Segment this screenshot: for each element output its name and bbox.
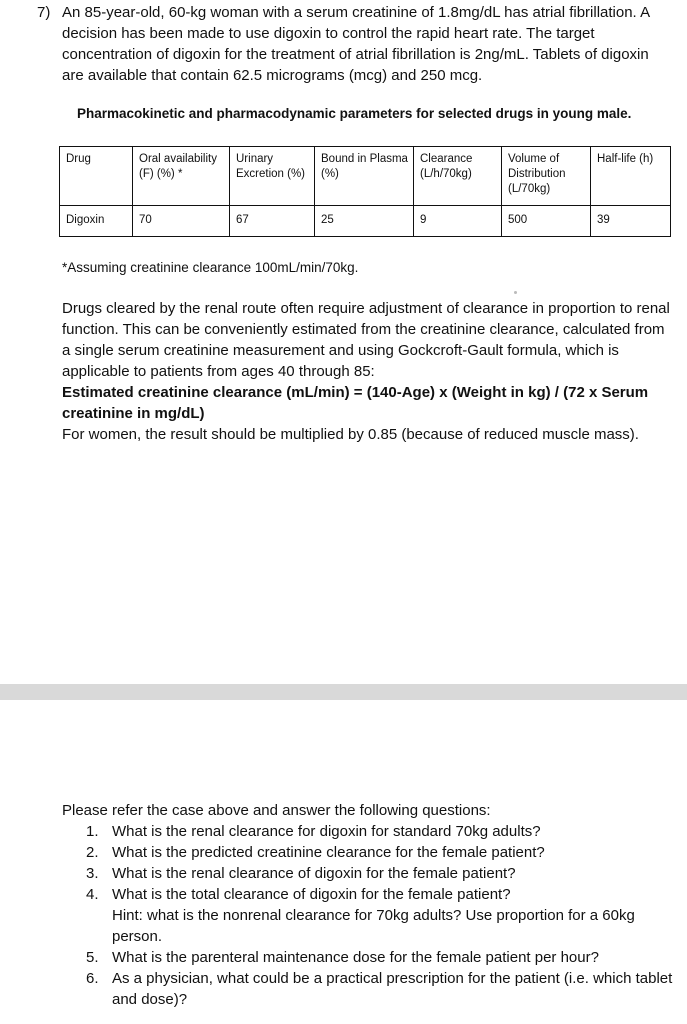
list-item bbox=[62, 947, 674, 968]
table-footnote: *Assuming creatinine clearance 100mL/min/70kg. bbox=[62, 260, 359, 275]
women-adjustment-note: For women, the result should be multiplied by 0.85 (because of reduced muscle mass). bbox=[62, 426, 639, 443]
question-number: 6. bbox=[86, 970, 99, 987]
questions-list bbox=[62, 821, 674, 1010]
questions-instructions: Please refer the case above and answer the following questions: bbox=[62, 802, 491, 819]
case-description: An 85-year-old, 60-kg woman with a serum creatinine of 1.8mg/dL has atrial fibrillation. A decision has been made to use digoxin to control the rapid heart rate. The target concentration of digoxin for the treatment of atrial fibrillation is 2ng/mL. Tablets of digoxin are available that contain 62.5 micrograms (mcg) and 250 mcg. bbox=[62, 4, 650, 84]
question-text: What is the parenteral maintenance dose for the female patient per hour? bbox=[112, 949, 599, 966]
cell-volume-of-distribution: 500 bbox=[502, 206, 591, 237]
list-item bbox=[62, 968, 674, 1010]
header-clearance: Clearance (L/h/70kg) bbox=[414, 147, 502, 206]
cell-urinary-excretion: 67 bbox=[230, 206, 315, 237]
header-drug: Drug bbox=[60, 147, 133, 206]
paragraph-intro: Drugs cleared by the renal route often require adjustment of clearance in proportion to renal function. This can be conveniently estimated from the creatinine clearance, calculated from a single serum creatinine measurement and using Gockcroft-Gault formula, which is applicable to patients from ages 40 through 85: bbox=[62, 300, 670, 380]
question-number: 7) bbox=[37, 4, 51, 21]
question-number: 4. bbox=[86, 886, 99, 903]
table-header-row bbox=[60, 147, 671, 206]
list-item bbox=[62, 863, 674, 884]
table-row bbox=[60, 206, 671, 237]
question-text: What is the total clearance of digoxin for the female patient? bbox=[112, 886, 511, 903]
header-volume-of-distribution: Volume of Distribution (L/70kg) bbox=[502, 147, 591, 206]
question-text: What is the renal clearance of digoxin for the female patient? bbox=[112, 865, 516, 882]
cell-oral-availability: 70 bbox=[133, 206, 230, 237]
cell-bound-in-plasma: 25 bbox=[315, 206, 414, 237]
header-bound-in-plasma: Bound in Plasma (%) bbox=[315, 147, 414, 206]
question-text: As a physician, what could be a practical prescription for the patient (i.e. which tablet and dose)? bbox=[112, 970, 673, 1008]
header-oral-availability: Oral availability (F) (%) * bbox=[133, 147, 230, 206]
question-text: What is the predicted creatinine clearance for the female patient? bbox=[112, 844, 545, 861]
cell-half-life: 39 bbox=[591, 206, 671, 237]
cell-clearance: 9 bbox=[414, 206, 502, 237]
question-hint: Hint: what is the nonrenal clearance for 70kg adults? Use proportion for a 60kg person. bbox=[112, 907, 635, 945]
question-number: 2. bbox=[86, 844, 99, 861]
question-text: What is the renal clearance for digoxin for standard 70kg adults? bbox=[112, 823, 541, 840]
question-number: 5. bbox=[86, 949, 99, 966]
cockcroft-gault-formula: Estimated creatinine clearance (mL/min) = (140-Age) x (Weight in kg) / (72 x Serum creatinine in mg/dL) bbox=[62, 384, 649, 422]
question-number: 3. bbox=[86, 865, 99, 882]
question-number: 1. bbox=[86, 823, 99, 840]
table-title: Pharmacokinetic and pharmacodynamic parameters for selected drugs in young male. bbox=[77, 106, 632, 121]
pk-parameters-table bbox=[59, 146, 671, 237]
cell-drug: Digoxin bbox=[60, 206, 133, 237]
list-item bbox=[62, 842, 674, 863]
header-urinary-excretion: Urinary Excretion (%) bbox=[230, 147, 315, 206]
list-item bbox=[62, 884, 674, 947]
stray-dot bbox=[514, 291, 517, 294]
page-separator bbox=[0, 684, 687, 700]
list-item bbox=[62, 821, 674, 842]
header-half-life: Half-life (h) bbox=[591, 147, 671, 206]
renal-adjustment-paragraph bbox=[62, 298, 674, 445]
